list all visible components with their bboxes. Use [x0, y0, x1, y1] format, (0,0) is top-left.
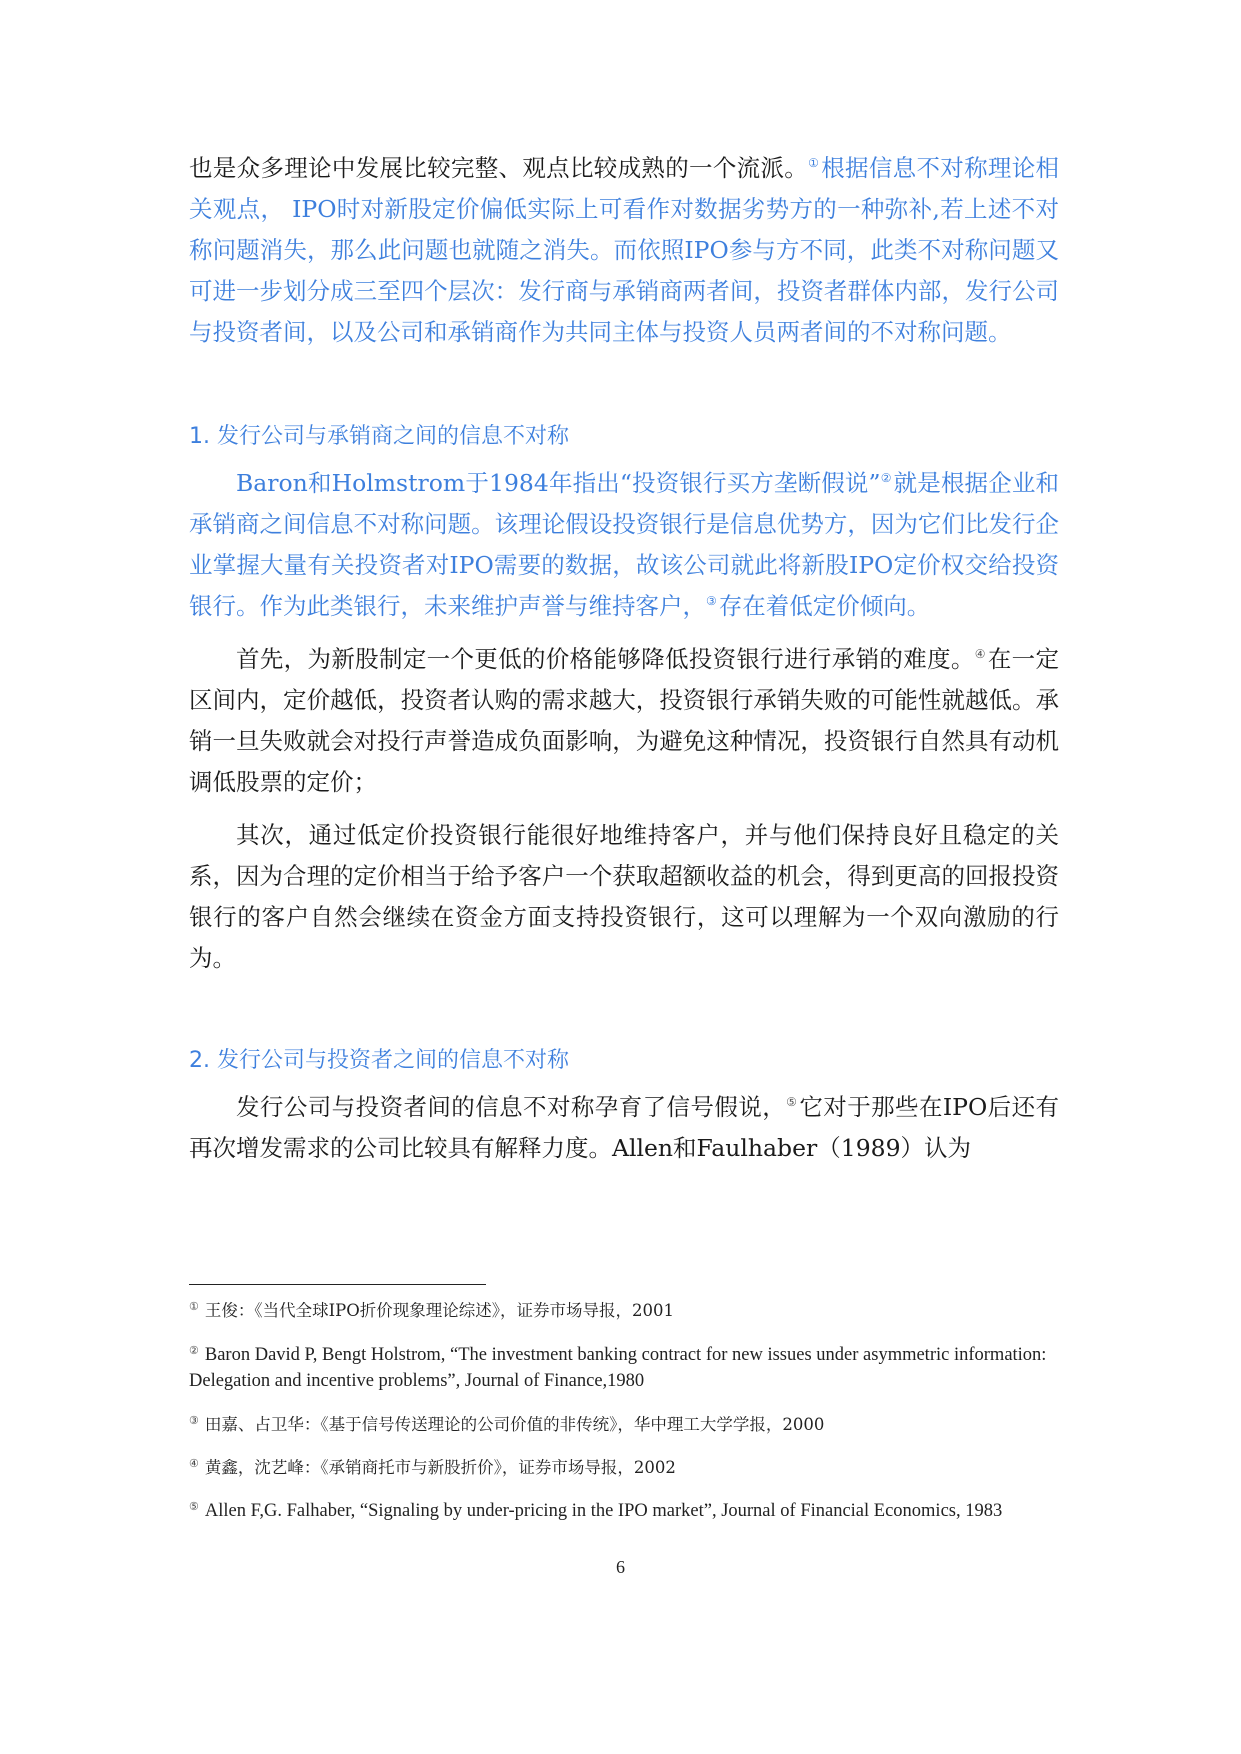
section-2-paragraph-1: [189, 1087, 1059, 1169]
footnote-3-text: 田嘉、占卫华：《基于信号传送理论的公司价值的非传统》，华中理工大学学报，2000: [204, 1415, 825, 1434]
s1p1-text-a: Baron和Holmstrom于1984年指出“投资银行买方垄断假说”: [236, 469, 881, 497]
s1p1-text-c: 存在着低定价倾向。: [718, 592, 931, 620]
footnote-5: [189, 1494, 1059, 1524]
footnote-1-text: 王俊：《当代全球IPO折价现象理论综述》，证券市场导报，2001: [204, 1301, 675, 1320]
footnote-3: [189, 1408, 1059, 1438]
s2p1-text-b: 它对于那些在IPO后还有再次增发需求的公司比较具有解释力度。Allen和Faulhaber（1989）认为: [189, 1093, 1060, 1162]
section-1-paragraph-3: 其次，通过低定价投资银行能很好地维持客户，并与他们保持良好且稳定的关系，因为合理的定价相当于给予客户一个获取超额收益的机会，得到更高的回报投资银行的客户自然会继续在资金方面支持投资银行，这可以理解为一个双向激励的行为。: [189, 821, 1059, 972]
main-text: [189, 148, 1059, 1169]
footnote-2-text: Baron David P, Bengt Holstrom, “The investment banking contract for new issues under asymmetric information: Delegation and incentive problems”, Journal of Finance,1980: [189, 1345, 1047, 1391]
footnote-ref-1[interactable]: ①: [808, 156, 820, 170]
footnote-ref-5[interactable]: ⑤: [786, 1095, 798, 1109]
footnote-4-marker: ④: [189, 1458, 199, 1470]
footnote-ref-2[interactable]: ②: [880, 471, 892, 485]
intro-text: 也是众多理论中发展比较完整、观点比较成熟的一个流派。: [189, 154, 809, 182]
section-2-heading: 2. 发行公司与投资者之间的信息不对称: [189, 1048, 569, 1073]
footnote-ref-3[interactable]: ③: [706, 594, 717, 608]
footnote-4-text: 黄鑫，沈艺峰：《承销商托市与新股折价》，证券市场导报，2002: [204, 1458, 676, 1477]
s1p2-text-b: 在一定区间内，定价越低，投资者认购的需求越大，投资银行承销失败的可能性就越低。承销一旦失败就会对投行声誉造成负面影响，为避免这种情况，投资银行自然具有动机调低股票的定价；: [189, 645, 1060, 796]
footnote-1-marker: ①: [189, 1301, 199, 1313]
section-1-paragraph-1: [189, 463, 1059, 627]
footnote-1: [189, 1294, 1059, 1324]
footnote-5-marker: ⑤: [189, 1501, 199, 1513]
s2p1-text-a: 发行公司与投资者间的信息不对称孕育了信号假说，: [236, 1093, 787, 1121]
footnote-5-text: Allen F,G. Falhaber, “Signaling by under-pricing in the IPO market”, Journal of Financial Economics, 1983: [204, 1501, 1003, 1521]
section-1-paragraph-2: [189, 639, 1059, 803]
footnote-divider: [189, 1284, 486, 1285]
footnote-4: [189, 1451, 1059, 1481]
footnote-3-marker: ③: [189, 1415, 199, 1427]
footnote-2: [189, 1338, 1059, 1394]
footnote-ref-4[interactable]: ④: [974, 647, 986, 661]
intro-blue-text: 根据信息不对称理论相关观点， IPO时对新股定价偏低实际上可看作对数据劣势方的一种弥补,若上述不对称问题消失，那么此问题也就随之消失。而依照IPO参与方不同，此类不对称问题又可进一步划分成三至四个层次：发行商与承销商两者间，投资者群体内部，发行公司与投资者间，以及公司和承销商作为共同主体与投资人员两者间的不对称问题。: [189, 154, 1060, 346]
s1p2-text-a: 首先，为新股制定一个更低的价格能够降低投资银行进行承销的难度。: [236, 645, 975, 673]
page-number: 6: [616, 1557, 625, 1577]
section-1-heading: 1. 发行公司与承销商之间的信息不对称: [189, 424, 569, 449]
s1p1-text-b: 就是根据企业和承销商之间信息不对称问题。该理论假设投资银行是信息优势方，因为它们比发行企业掌握大量有关投资者对IPO需要的数据，故该公司就此将新股IPO定价权交给投资银行。作为此类银行，未来维护声誉与维持客户，: [189, 469, 1059, 620]
intro-paragraph: [189, 148, 1059, 353]
footnote-2-marker: ②: [189, 1345, 199, 1357]
